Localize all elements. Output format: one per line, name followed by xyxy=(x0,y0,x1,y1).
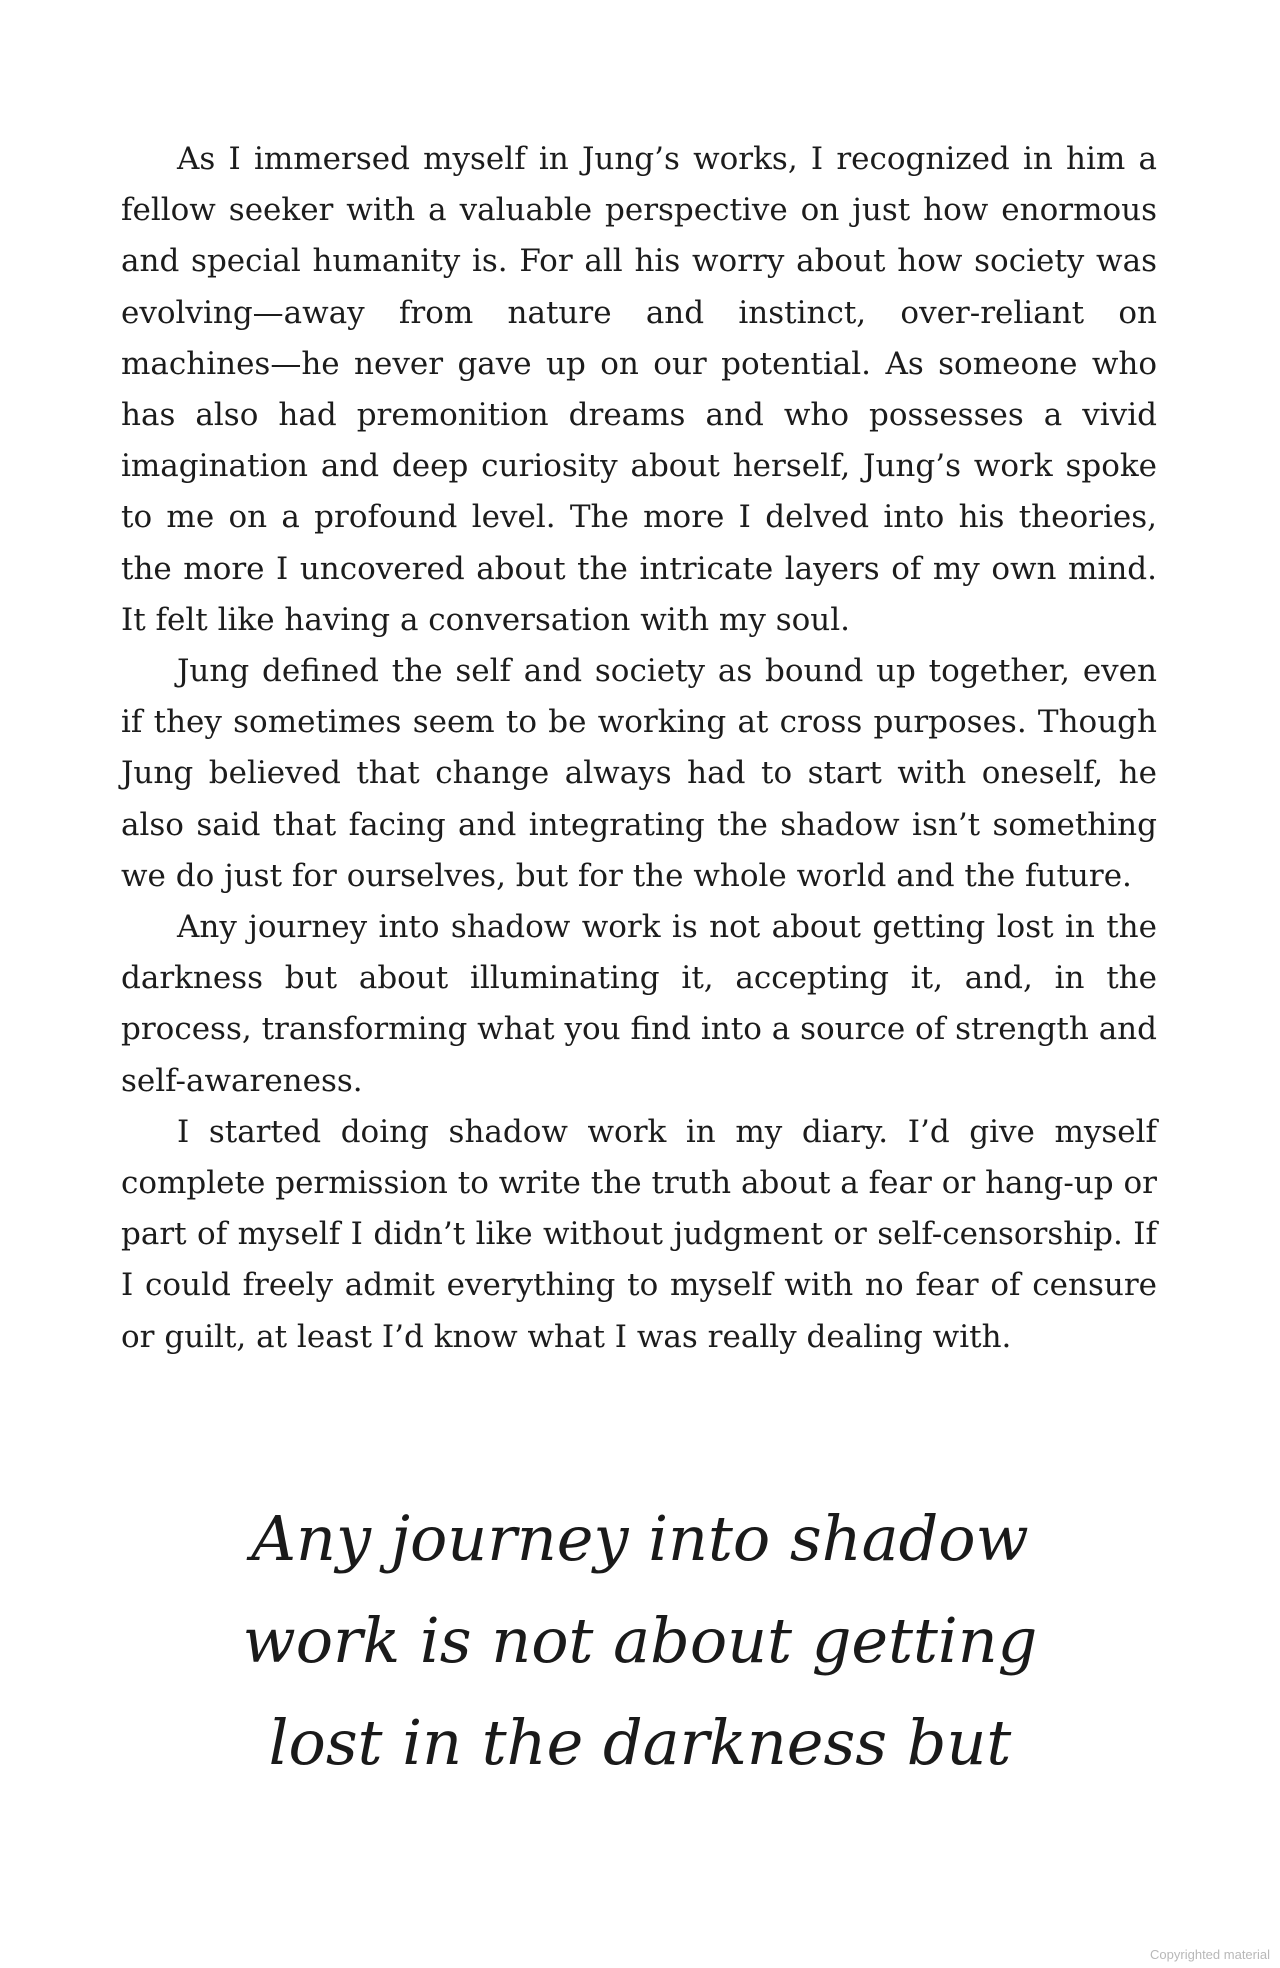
paragraph: As I immersed myself in Jung’s works, I recognized in him a fellow seeker with a valuable perspective on just how enormous and special humanity is. For all his worry about how society was evolving—away from nature and instinct, over-reliant on machines—he never gave up on our potential. As someone who has also had premonition dreams and who possesses a vivid imagination and deep curiosity about herself, Jung’s work spoke to me on a profound level. The more I delved into his theories, the more I uncovered about the intricate layers of my own mind. It felt like having a conversation with my soul. xyxy=(121,141,1157,638)
pull-quote-line: Any journey into shadow xyxy=(251,1502,1029,1575)
paragraph: Any journey into shadow work is not about getting lost in the darkness but about illuminating it, accepting it, and, in the process, transforming what you find into a source of strength and self-awareness. xyxy=(121,909,1157,1099)
pull-quote-line: lost in the darkness but xyxy=(268,1706,1012,1779)
body-text xyxy=(121,134,1157,1363)
copyright-watermark: Copyrighted material xyxy=(1150,1947,1270,1962)
paragraph: Jung defined the self and society as bound up together, even if they sometimes seem to be working at cross purposes. Though Jung believed that change always had to start with oneself, he also said that facing and integrating the shadow isn’t something we do just for ourselves, but for the whole world and the future. xyxy=(121,653,1157,894)
pull-quote-line: work is not about getting xyxy=(242,1604,1038,1677)
pull-quote xyxy=(240,1488,1040,1794)
paragraph: I started doing shadow work in my diary. I’d give myself complete permission to write the truth about a fear or hang-up or part of myself I didn’t like without judgment or self-censorship. If I could freely admit everything to myself with no fear of censure or guilt, at least I’d know what I was really dealing with. xyxy=(121,1113,1157,1355)
